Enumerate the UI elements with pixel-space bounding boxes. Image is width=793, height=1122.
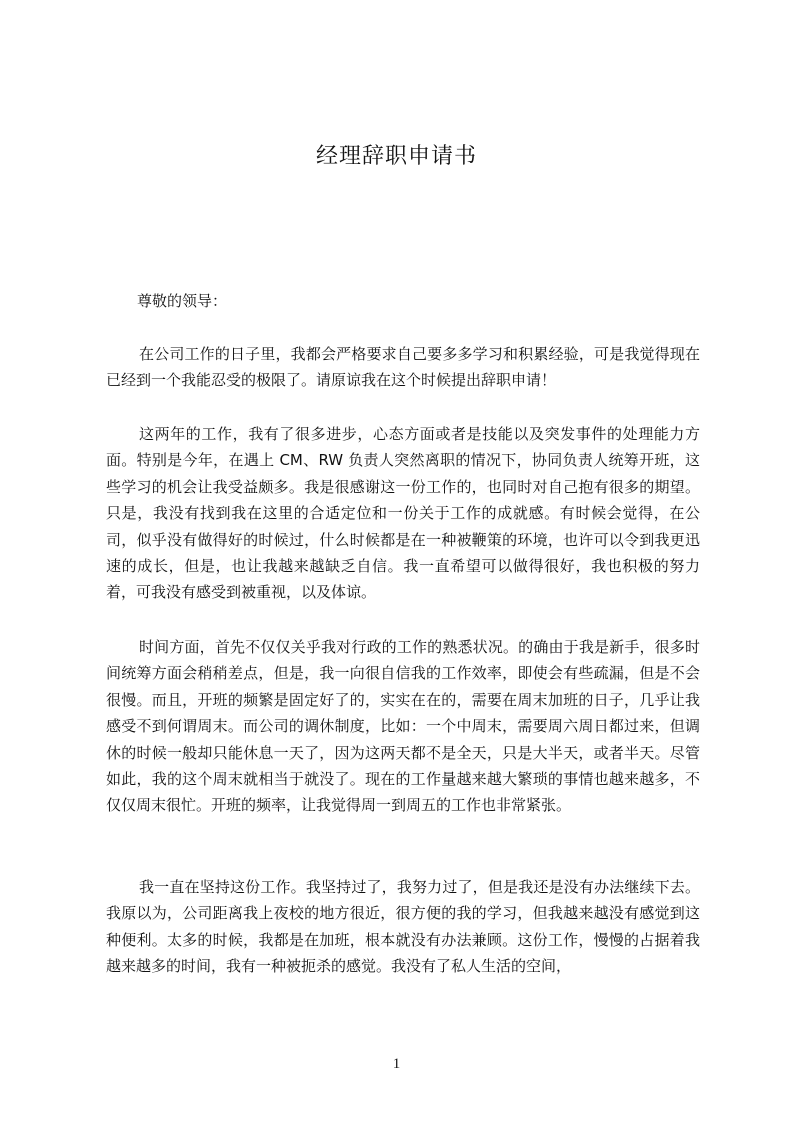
paragraph-1: 在公司工作的日子里，我都会严格要求自己要多多学习和积累经验，可是我觉得现在已经到一个我能忍受的极限了。请原谅我在这个时候提出辞职申请！ — [106, 345, 700, 390]
document-title: 经理辞职申请书 — [315, 144, 477, 169]
paragraph-2: 这两年的工作，我有了很多进步，心态方面或者是技能以及突发事件的处理能力方面。特别是今年，在遇上 CM、RW 负责人突然离职的情况下，协同负责人统筹开班，这些学习的机会让我受益颇多。我是很感谢这一份工作的，也同时对自己抱有很多的期望。只是，我没有找到我在这里的合适定位和一份关于工作的成就感。有时候会觉得，在公司，似乎没有做得好的时候过，什么时候都是在一种被鞭策的环境，也许可以令到我更迅速的成长，但是，也让我越来越缺乏自信。我一直希望可以做得很好，我也积极的努力着，可我没有感受到被重视，以及体谅。 — [106, 425, 700, 602]
paragraph-4: 我一直在坚持这份工作。我坚持过了，我努力过了，但是我还是没有办法继续下去。我原以为，公司距离我上夜校的地方很近，很方便的我的学习，但我越来越没有感觉到这种便利。太多的时候，我都是在加班，根本就没有办法兼顾。这份工作，慢慢的占据着我越来越多的时间，我有一种被扼杀的感觉。我没有了私人生活的空间， — [106, 878, 700, 976]
paragraph-3: 时间方面，首先不仅仅关乎我对行政的工作的熟悉状况。的确由于我是新手，很多时间统筹方面会稍稍差点，但是，我一向很自信我的工作效率，即使会有些疏漏，但是不会很慢。而且，开班的频繁是固定好了的，实实在在的，需要在周末加班的日子，几乎让我感受不到何谓周末。而公司的调休制度，比如：一个中周末，需要周六周日都过来，但调休的时候一般却只能休息一天了，因为这两天都不是全天，只是大半天，或者半天。尽管如此，我的这个周末就相当于就没了。现在的工作量越来越大繁琐的事情也越来越多，不仅仅周末很忙。开班的频率，让我觉得周一到周五的工作也非常紧张。 — [106, 638, 700, 815]
page-number: 1 — [392, 1056, 401, 1072]
greeting: 尊敬的领导： — [137, 292, 228, 310]
